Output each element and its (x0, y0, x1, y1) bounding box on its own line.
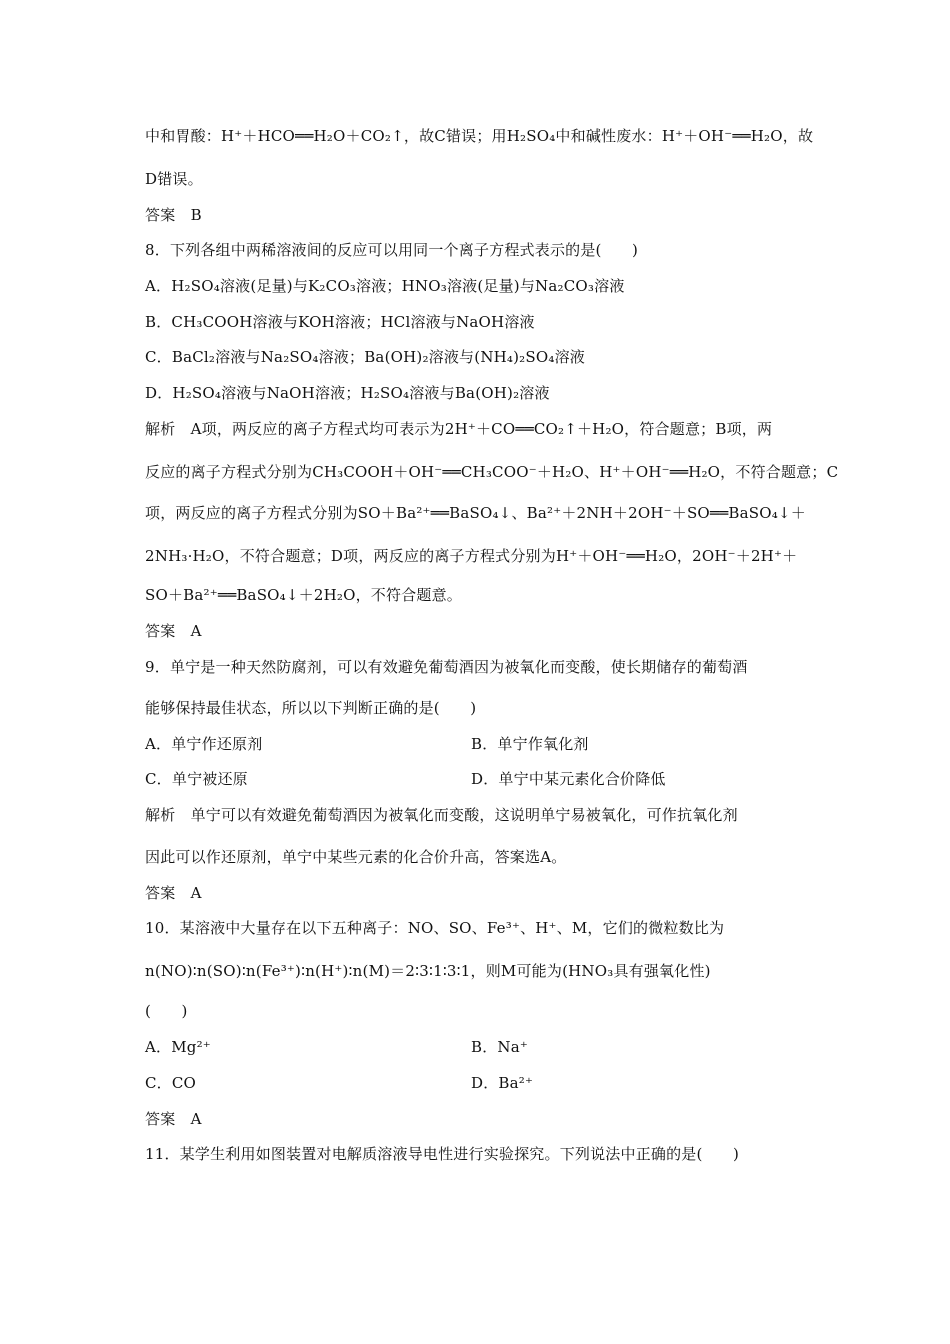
answer-line: 答案 A (145, 1110, 202, 1128)
text-line: 中和胃酸：H⁺＋HCO══H₂O＋CO₂↑，故C错误；用H₂SO₄中和碱性废水：H⁺＋OH⁻══H₂O，故 (145, 127, 814, 145)
q9-option-d: D．单宁中某元素化合价降低 (471, 770, 666, 788)
question-9-stem: 能够保持最佳状态，所以以下判断正确的是( ) (145, 699, 477, 717)
q8-option-a: A．H₂SO₄溶液(足量)与K₂CO₃溶液；HNO₃溶液(足量)与Na₂CO₃溶液 (145, 277, 625, 295)
explanation-line: SO＋Ba²⁺══BaSO₄↓＋2H₂O，不符合题意。 (145, 586, 462, 604)
q9-option-b: B．单宁作氧化剂 (471, 735, 589, 753)
question-10-stem: n(NO)∶n(SO)∶n(Fe³⁺)∶n(H⁺)∶n(M)＝2∶3∶1∶3∶1，则M可能为(HNO₃具有强氧化性) (145, 962, 711, 980)
question-9-stem: 9．单宁是一种天然防腐剂，可以有效避免葡萄酒因为被氧化而变酸，使长期储存的葡萄酒 (145, 658, 748, 676)
text-line: D错误。 (145, 170, 203, 188)
question-8-stem: 8．下列各组中两稀溶液间的反应可以用同一个离子方程式表示的是( ) (145, 241, 639, 259)
q8-option-b: B．CH₃COOH溶液与KOH溶液；HCl溶液与NaOH溶液 (145, 313, 535, 331)
question-10-stem: ( ) (145, 1002, 188, 1020)
question-10-stem: 10．某溶液中大量存在以下五种离子：NO、SO、Fe³⁺、H⁺、M，它们的微粒数比为 (145, 919, 725, 937)
explanation-line: 解析 单宁可以有效避免葡萄酒因为被氧化而变酸，这说明单宁易被氧化，可作抗氧化剂 (145, 806, 738, 824)
q10-option-b: B．Na⁺ (471, 1038, 529, 1056)
explanation-line: 解析 A项，两反应的离子方程式均可表示为2H⁺＋CO══CO₂↑＋H₂O，符合题意；B项，两 (145, 420, 773, 438)
q10-option-a: A．Mg²⁺ (145, 1038, 211, 1056)
answer-line: 答案 B (145, 206, 202, 224)
q8-option-c: C．BaCl₂溶液与Na₂SO₄溶液；Ba(OH)₂溶液与(NH₄)₂SO₄溶液 (145, 348, 585, 366)
q9-option-c: C．单宁被还原 (145, 770, 248, 788)
q10-option-d: D．Ba²⁺ (471, 1074, 534, 1092)
explanation-line: 反应的离子方程式分别为CH₃COOH＋OH⁻══CH₃COO⁻＋H₂O、H⁺＋OH⁻══H₂O，不符合题意；C (145, 463, 839, 481)
answer-line: 答案 A (145, 884, 202, 902)
explanation-line: 2NH₃·H₂O，不符合题意；D项，两反应的离子方程式分别为H⁺＋OH⁻══H₂O，2OH⁻＋2H⁺＋ (145, 547, 798, 565)
explanation-line: 项，两反应的离子方程式分别为SO＋Ba²⁺══BaSO₄↓、Ba²⁺＋2NH＋2OH⁻＋SO══BaSO₄↓＋ (145, 504, 806, 522)
q9-option-a: A．单宁作还原剂 (145, 735, 263, 753)
answer-line: 答案 A (145, 622, 202, 640)
question-11-stem: 11．某学生利用如图装置对电解质溶液导电性进行实验探究。下列说法中正确的是( ) (145, 1145, 739, 1163)
q10-option-c: C．CO (145, 1074, 197, 1092)
q8-option-d: D．H₂SO₄溶液与NaOH溶液；H₂SO₄溶液与Ba(OH)₂溶液 (145, 384, 550, 402)
explanation-line: 因此可以作还原剂，单宁中某些元素的化合价升高，答案选A。 (145, 848, 567, 866)
